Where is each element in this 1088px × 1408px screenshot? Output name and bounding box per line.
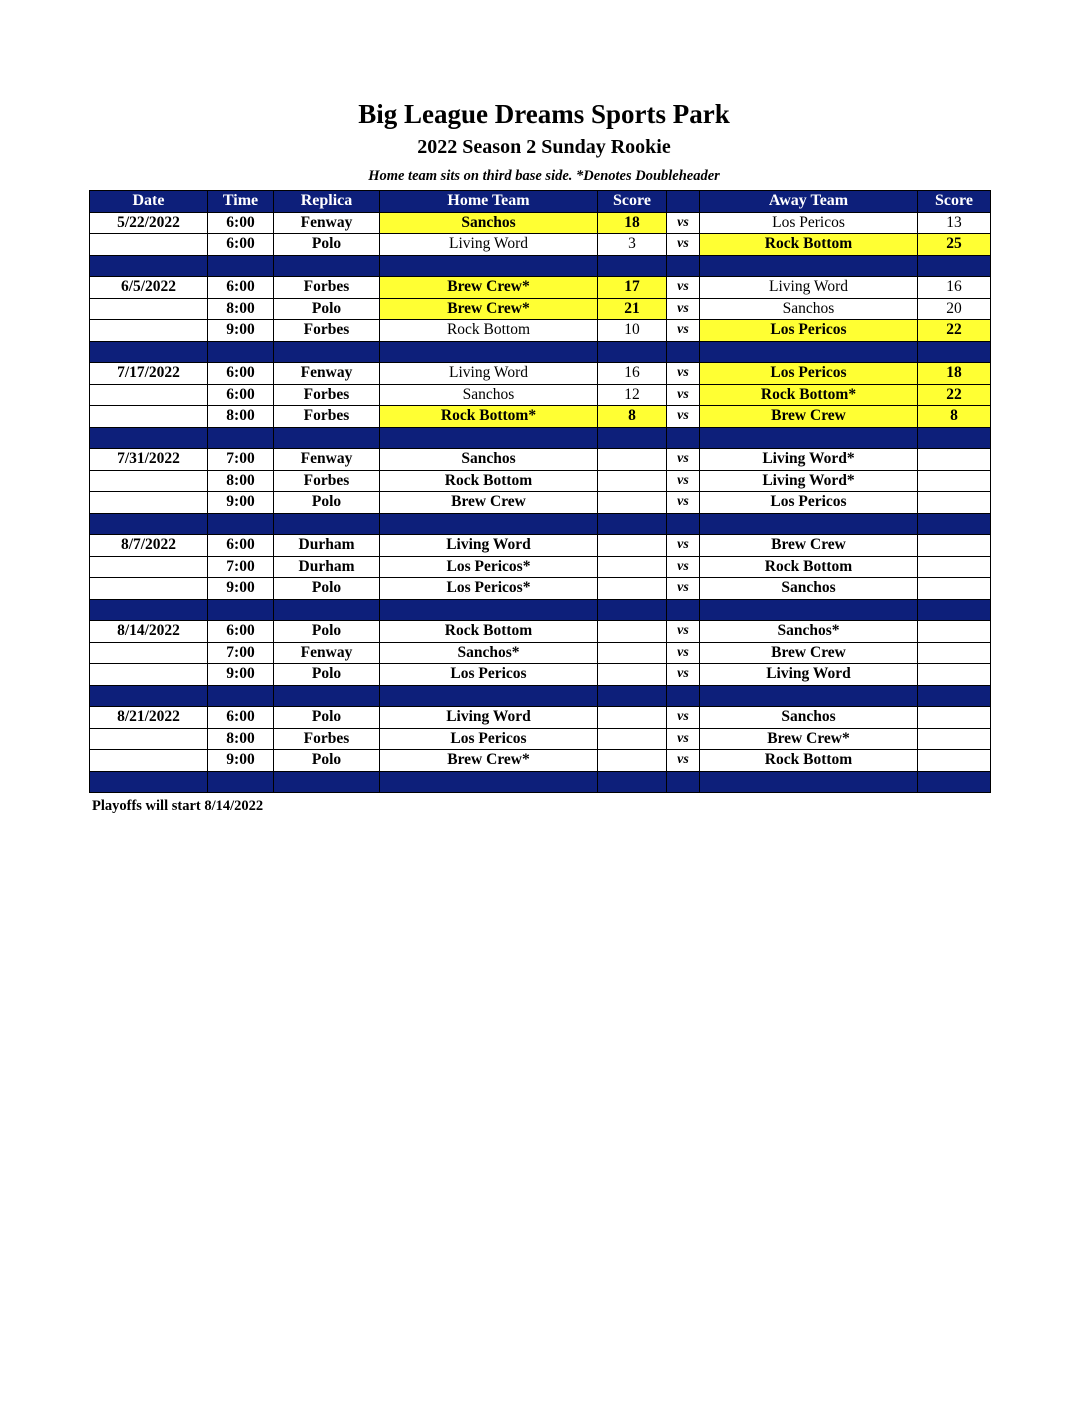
- header-time: Time: [208, 191, 274, 213]
- cell-replica: Polo: [274, 298, 380, 320]
- cell-date: [90, 298, 208, 320]
- cell-replica: Forbes: [274, 384, 380, 406]
- cell-date: [90, 406, 208, 428]
- cell-home-score: 3: [598, 234, 667, 256]
- game-row: [90, 707, 991, 729]
- cell-date: 7/17/2022: [90, 363, 208, 385]
- cell-home-score: [598, 578, 667, 600]
- game-row: [90, 621, 991, 643]
- cell-date: [90, 320, 208, 342]
- separator-row: [90, 599, 991, 621]
- separator-cell: [700, 341, 918, 363]
- separator-row: [90, 427, 991, 449]
- cell-home-team: Sanchos: [380, 449, 598, 471]
- separator-cell: [90, 599, 208, 621]
- separator-cell: [918, 771, 991, 793]
- cell-home-team: Sanchos*: [380, 642, 598, 664]
- cell-vs: vs: [667, 492, 700, 514]
- separator-cell: [667, 599, 700, 621]
- separator-cell: [598, 771, 667, 793]
- cell-vs: vs: [667, 556, 700, 578]
- header-date: Date: [90, 191, 208, 213]
- cell-vs: vs: [667, 384, 700, 406]
- cell-replica: Fenway: [274, 449, 380, 471]
- cell-time: 6:00: [208, 621, 274, 643]
- game-row: [90, 363, 991, 385]
- cell-replica: Polo: [274, 234, 380, 256]
- cell-away-team: Los Pericos: [700, 320, 918, 342]
- game-row: [90, 492, 991, 514]
- game-row: [90, 384, 991, 406]
- cell-home-score: 10: [598, 320, 667, 342]
- separator-row: [90, 685, 991, 707]
- cell-time: 6:00: [208, 234, 274, 256]
- cell-vs: vs: [667, 449, 700, 471]
- cell-away-score: [918, 621, 991, 643]
- cell-home-score: [598, 728, 667, 750]
- cell-home-score: [598, 535, 667, 557]
- cell-time: 7:00: [208, 449, 274, 471]
- cell-time: 6:00: [208, 277, 274, 299]
- separator-cell: [667, 513, 700, 535]
- cell-away-team: Rock Bottom: [700, 556, 918, 578]
- cell-home-score: 8: [598, 406, 667, 428]
- separator-cell: [700, 513, 918, 535]
- game-row: [90, 578, 991, 600]
- cell-vs: vs: [667, 212, 700, 234]
- separator-cell: [274, 599, 380, 621]
- cell-replica: Durham: [274, 556, 380, 578]
- cell-home-score: 16: [598, 363, 667, 385]
- cell-time: 8:00: [208, 470, 274, 492]
- cell-home-score: [598, 707, 667, 729]
- cell-vs: vs: [667, 406, 700, 428]
- separator-cell: [598, 513, 667, 535]
- cell-replica: Polo: [274, 492, 380, 514]
- cell-home-team: Living Word: [380, 234, 598, 256]
- cell-date: [90, 728, 208, 750]
- separator-cell: [918, 255, 991, 277]
- cell-home-team: Living Word: [380, 707, 598, 729]
- cell-date: 6/5/2022: [90, 277, 208, 299]
- cell-date: 7/31/2022: [90, 449, 208, 471]
- cell-vs: vs: [667, 664, 700, 686]
- separator-cell: [667, 685, 700, 707]
- game-row: [90, 556, 991, 578]
- cell-home-score: [598, 470, 667, 492]
- separator-cell: [598, 685, 667, 707]
- cell-replica: Forbes: [274, 277, 380, 299]
- cell-home-score: [598, 556, 667, 578]
- separator-row: [90, 513, 991, 535]
- page-title: Big League Dreams Sports Park: [358, 99, 730, 129]
- separator-cell: [208, 771, 274, 793]
- cell-date: [90, 470, 208, 492]
- separator-cell: [700, 685, 918, 707]
- cell-date: [90, 384, 208, 406]
- cell-time: 7:00: [208, 556, 274, 578]
- cell-time: 9:00: [208, 320, 274, 342]
- header-replica: Replica: [274, 191, 380, 213]
- cell-date: 8/14/2022: [90, 621, 208, 643]
- separator-cell: [918, 427, 991, 449]
- game-row: [90, 664, 991, 686]
- cell-away-team: Los Pericos: [700, 492, 918, 514]
- cell-away-score: [918, 578, 991, 600]
- cell-home-score: 12: [598, 384, 667, 406]
- game-row: [90, 642, 991, 664]
- game-row: [90, 728, 991, 750]
- separator-cell: [380, 513, 598, 535]
- cell-away-team: Brew Crew: [700, 642, 918, 664]
- cell-away-team: Brew Crew: [700, 535, 918, 557]
- separator-row: [90, 771, 991, 793]
- cell-vs: vs: [667, 234, 700, 256]
- cell-away-team: Living Word*: [700, 470, 918, 492]
- cell-away-score: [918, 556, 991, 578]
- cell-away-score: [918, 535, 991, 557]
- separator-cell: [700, 427, 918, 449]
- cell-away-score: 25: [918, 234, 991, 256]
- cell-home-team: Brew Crew*: [380, 298, 598, 320]
- cell-home-team: Los Pericos*: [380, 556, 598, 578]
- cell-date: 5/22/2022: [90, 212, 208, 234]
- separator-cell: [274, 427, 380, 449]
- separator-cell: [90, 427, 208, 449]
- schedule-note: Home team sits on third base side. *Denotes Doubleheader: [368, 168, 720, 184]
- header-vs: [667, 191, 700, 213]
- cell-time: 6:00: [208, 212, 274, 234]
- separator-cell: [90, 341, 208, 363]
- separator-cell: [90, 685, 208, 707]
- cell-vs: vs: [667, 470, 700, 492]
- cell-date: [90, 642, 208, 664]
- separator-cell: [90, 771, 208, 793]
- cell-home-team: Rock Bottom: [380, 470, 598, 492]
- separator-cell: [380, 685, 598, 707]
- separator-cell: [90, 255, 208, 277]
- page-subtitle: 2022 Season 2 Sunday Rookie: [417, 136, 671, 158]
- cell-home-score: 18: [598, 212, 667, 234]
- schedule-table: [89, 190, 991, 793]
- cell-away-score: 20: [918, 298, 991, 320]
- cell-date: [90, 234, 208, 256]
- cell-home-score: [598, 621, 667, 643]
- separator-cell: [918, 341, 991, 363]
- header-away-team: Away Team: [700, 191, 918, 213]
- cell-time: 9:00: [208, 578, 274, 600]
- cell-away-team: Brew Crew*: [700, 728, 918, 750]
- cell-away-team: Rock Bottom*: [700, 384, 918, 406]
- cell-away-score: [918, 470, 991, 492]
- cell-home-team: Brew Crew*: [380, 277, 598, 299]
- separator-cell: [274, 513, 380, 535]
- cell-away-score: 22: [918, 384, 991, 406]
- cell-vs: vs: [667, 621, 700, 643]
- separator-cell: [274, 341, 380, 363]
- cell-home-team: Brew Crew*: [380, 750, 598, 772]
- cell-vs: vs: [667, 642, 700, 664]
- game-row: [90, 277, 991, 299]
- cell-away-score: 8: [918, 406, 991, 428]
- cell-replica: Fenway: [274, 212, 380, 234]
- cell-away-score: [918, 728, 991, 750]
- cell-time: 7:00: [208, 642, 274, 664]
- cell-vs: vs: [667, 578, 700, 600]
- cell-away-score: [918, 750, 991, 772]
- separator-row: [90, 341, 991, 363]
- separator-cell: [208, 685, 274, 707]
- cell-away-team: Living Word*: [700, 449, 918, 471]
- cell-away-team: Los Pericos: [700, 212, 918, 234]
- cell-date: [90, 556, 208, 578]
- cell-date: 8/7/2022: [90, 535, 208, 557]
- cell-replica: Polo: [274, 621, 380, 643]
- cell-time: 8:00: [208, 406, 274, 428]
- cell-home-score: 17: [598, 277, 667, 299]
- game-row: [90, 449, 991, 471]
- header-home-score: Score: [598, 191, 667, 213]
- separator-row: [90, 255, 991, 277]
- game-row: [90, 234, 991, 256]
- cell-vs: vs: [667, 535, 700, 557]
- separator-cell: [598, 341, 667, 363]
- cell-home-team: Rock Bottom: [380, 320, 598, 342]
- separator-cell: [598, 427, 667, 449]
- separator-cell: [380, 341, 598, 363]
- cell-away-score: 22: [918, 320, 991, 342]
- cell-away-team: Living Word: [700, 664, 918, 686]
- cell-away-score: [918, 664, 991, 686]
- game-row: [90, 535, 991, 557]
- cell-vs: vs: [667, 750, 700, 772]
- separator-cell: [700, 255, 918, 277]
- separator-cell: [667, 771, 700, 793]
- cell-time: 9:00: [208, 664, 274, 686]
- cell-home-score: [598, 642, 667, 664]
- cell-away-score: [918, 642, 991, 664]
- cell-time: 6:00: [208, 535, 274, 557]
- separator-cell: [598, 255, 667, 277]
- cell-vs: vs: [667, 728, 700, 750]
- cell-date: [90, 664, 208, 686]
- cell-replica: Forbes: [274, 406, 380, 428]
- separator-cell: [700, 771, 918, 793]
- header-home-team: Home Team: [380, 191, 598, 213]
- cell-home-score: 21: [598, 298, 667, 320]
- separator-cell: [208, 427, 274, 449]
- separator-cell: [380, 427, 598, 449]
- cell-away-team: Sanchos: [700, 298, 918, 320]
- cell-home-score: [598, 449, 667, 471]
- cell-date: 8/21/2022: [90, 707, 208, 729]
- separator-cell: [667, 427, 700, 449]
- separator-cell: [208, 513, 274, 535]
- separator-cell: [918, 599, 991, 621]
- cell-home-team: Rock Bottom: [380, 621, 598, 643]
- cell-vs: vs: [667, 363, 700, 385]
- cell-time: 6:00: [208, 707, 274, 729]
- separator-cell: [380, 599, 598, 621]
- separator-cell: [667, 341, 700, 363]
- cell-home-team: Sanchos: [380, 212, 598, 234]
- cell-home-score: [598, 664, 667, 686]
- cell-date: [90, 578, 208, 600]
- separator-cell: [380, 771, 598, 793]
- cell-replica: Polo: [274, 707, 380, 729]
- game-row: [90, 406, 991, 428]
- game-row: [90, 212, 991, 234]
- cell-away-team: Brew Crew: [700, 406, 918, 428]
- separator-cell: [208, 341, 274, 363]
- cell-away-score: [918, 492, 991, 514]
- cell-replica: Forbes: [274, 470, 380, 492]
- separator-cell: [208, 255, 274, 277]
- cell-replica: Polo: [274, 664, 380, 686]
- separator-cell: [208, 599, 274, 621]
- separator-cell: [918, 685, 991, 707]
- schedule-body: [90, 212, 991, 793]
- separator-cell: [274, 685, 380, 707]
- cell-time: 8:00: [208, 298, 274, 320]
- separator-cell: [598, 599, 667, 621]
- cell-away-team: Rock Bottom: [700, 750, 918, 772]
- cell-away-team: Sanchos: [700, 707, 918, 729]
- cell-home-score: [598, 492, 667, 514]
- separator-cell: [380, 255, 598, 277]
- cell-date: [90, 750, 208, 772]
- separator-cell: [274, 255, 380, 277]
- cell-vs: vs: [667, 298, 700, 320]
- cell-replica: Fenway: [274, 642, 380, 664]
- cell-away-score: 18: [918, 363, 991, 385]
- cell-away-score: 16: [918, 277, 991, 299]
- cell-home-team: Living Word: [380, 363, 598, 385]
- cell-home-score: [598, 750, 667, 772]
- cell-away-score: 13: [918, 212, 991, 234]
- game-row: [90, 320, 991, 342]
- cell-away-score: [918, 449, 991, 471]
- cell-away-team: Rock Bottom: [700, 234, 918, 256]
- cell-home-team: Sanchos: [380, 384, 598, 406]
- game-row: [90, 750, 991, 772]
- game-row: [90, 298, 991, 320]
- cell-date: [90, 492, 208, 514]
- cell-home-team: Brew Crew: [380, 492, 598, 514]
- cell-vs: vs: [667, 320, 700, 342]
- cell-time: 9:00: [208, 492, 274, 514]
- cell-vs: vs: [667, 707, 700, 729]
- cell-replica: Polo: [274, 578, 380, 600]
- cell-time: 6:00: [208, 384, 274, 406]
- cell-replica: Forbes: [274, 320, 380, 342]
- cell-away-team: Los Pericos: [700, 363, 918, 385]
- cell-replica: Fenway: [274, 363, 380, 385]
- separator-cell: [700, 599, 918, 621]
- cell-home-team: Los Pericos: [380, 664, 598, 686]
- cell-home-team: Rock Bottom*: [380, 406, 598, 428]
- cell-home-team: Los Pericos: [380, 728, 598, 750]
- cell-time: 9:00: [208, 750, 274, 772]
- separator-cell: [90, 513, 208, 535]
- playoffs-note: Playoffs will start 8/14/2022: [92, 798, 264, 814]
- separator-cell: [667, 255, 700, 277]
- cell-home-team: Los Pericos*: [380, 578, 598, 600]
- game-row: [90, 470, 991, 492]
- separator-cell: [918, 513, 991, 535]
- cell-replica: Forbes: [274, 728, 380, 750]
- cell-time: 6:00: [208, 363, 274, 385]
- cell-vs: vs: [667, 277, 700, 299]
- header-away-score: Score: [918, 191, 991, 213]
- header-row: [90, 191, 991, 213]
- cell-time: 8:00: [208, 728, 274, 750]
- cell-home-team: Living Word: [380, 535, 598, 557]
- cell-away-team: Living Word: [700, 277, 918, 299]
- cell-away-score: [918, 707, 991, 729]
- cell-away-team: Sanchos*: [700, 621, 918, 643]
- separator-cell: [274, 771, 380, 793]
- cell-replica: Polo: [274, 750, 380, 772]
- cell-replica: Durham: [274, 535, 380, 557]
- cell-away-team: Sanchos: [700, 578, 918, 600]
